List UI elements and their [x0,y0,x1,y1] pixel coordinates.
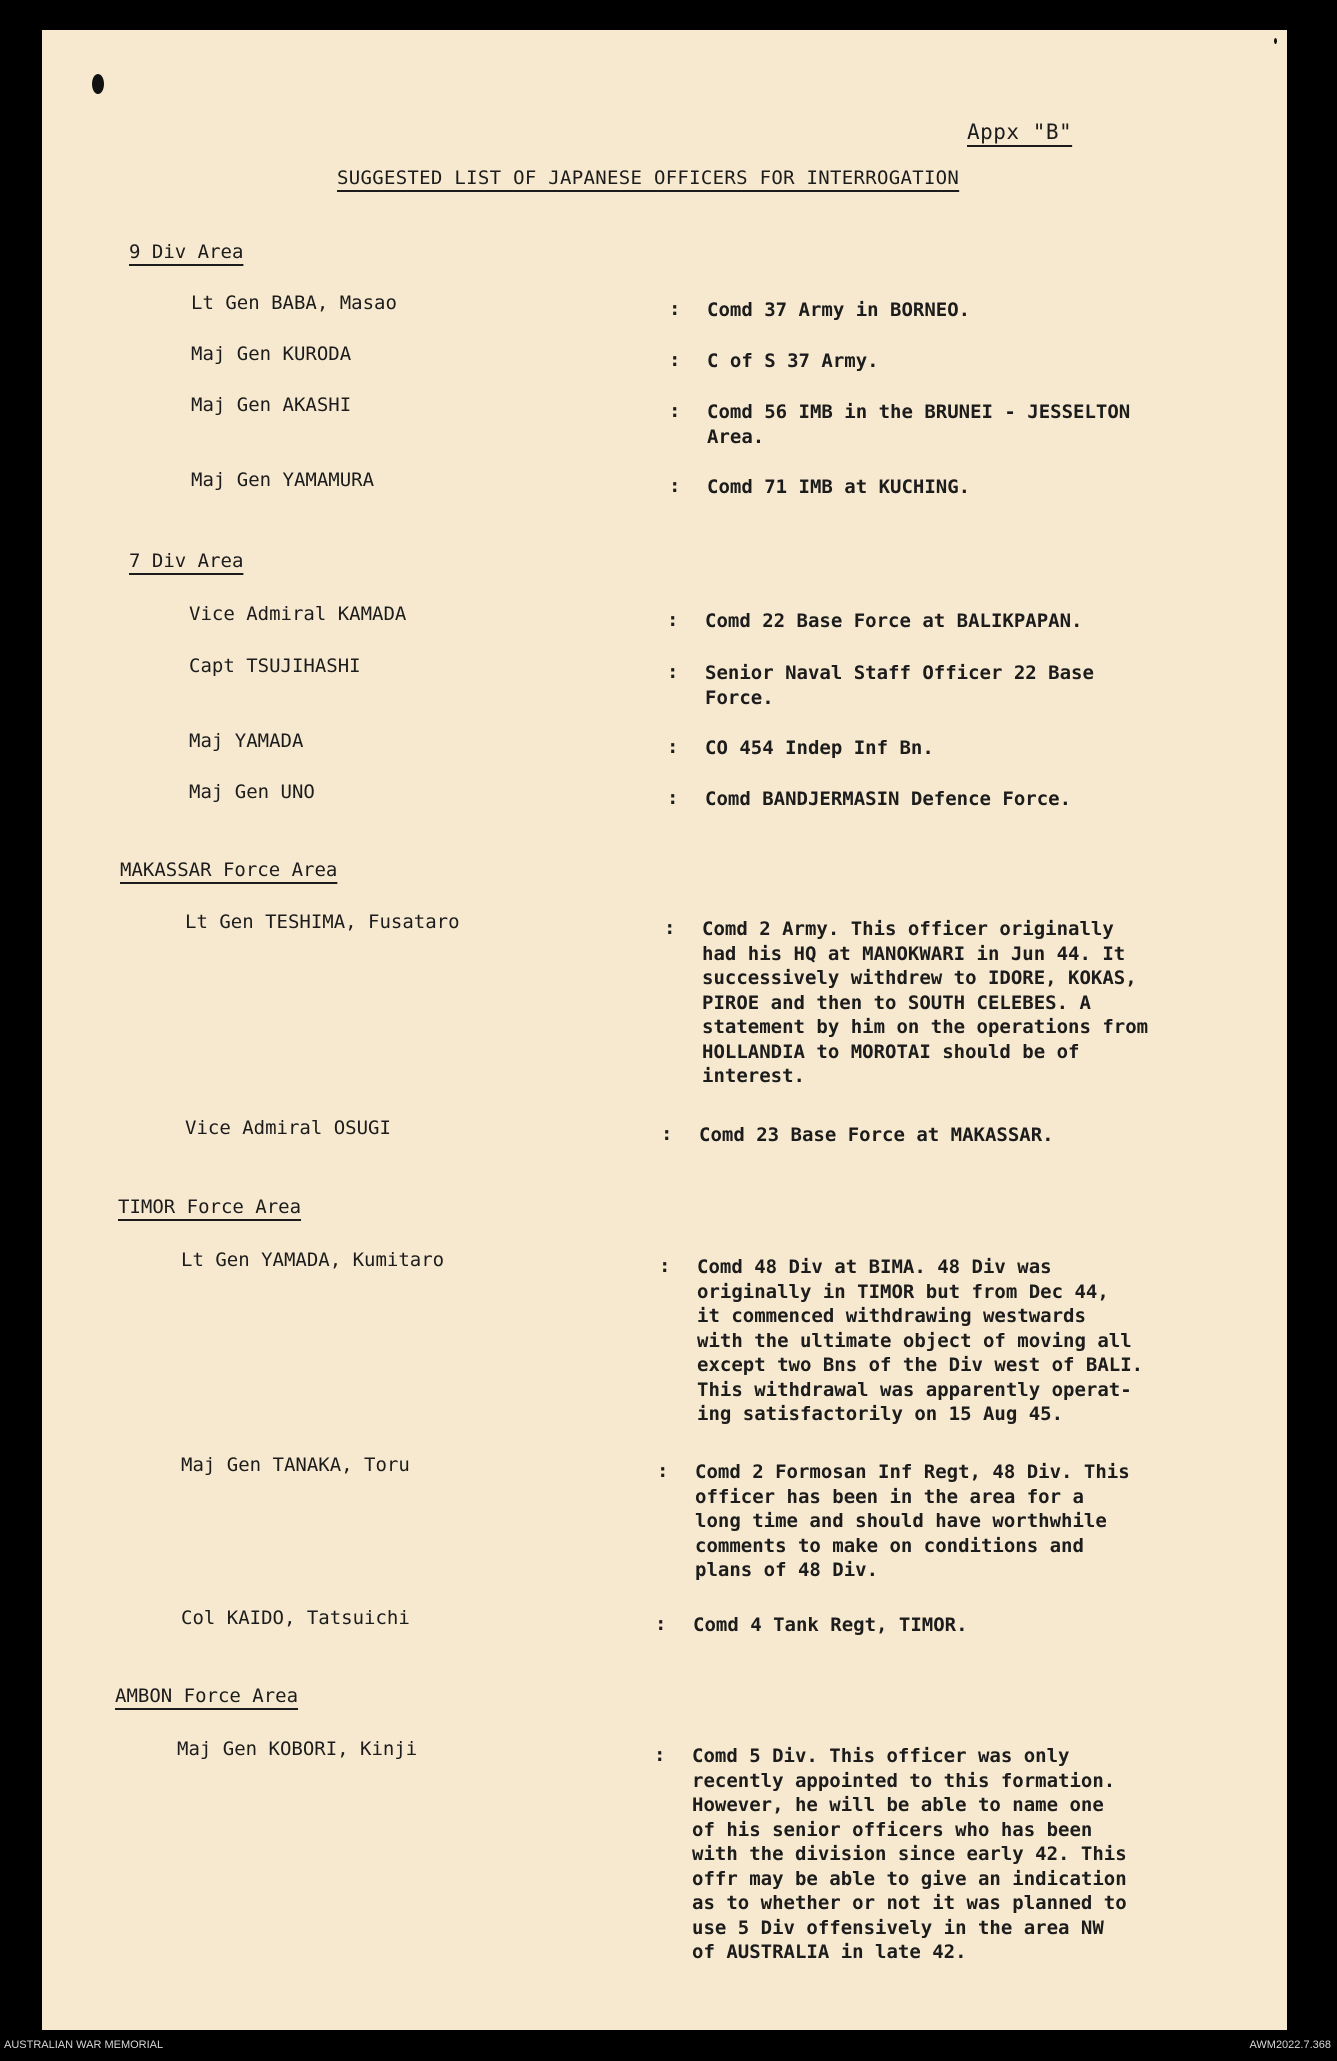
section-heading: TIMOR Force Area [118,1196,302,1218]
officer-description: Comd 48 Div at BIMA. 48 Div was originally in TIMOR but from Dec 44, it commenced withdrawing westwards with the ultimate object of moving all except two Bns of the Div west of BALI. This withdrawal was apparently operat- ing satisfactorily on 15 Aug 45. [697,1256,1144,1425]
officer-description: Comd 23 Base Force at MAKASSAR. [699,1124,1054,1146]
officer-description: CO 454 Indep Inf Bn. [705,737,934,759]
officer-description: Comd 4 Tank Regt, TIMOR. [693,1614,968,1636]
footer-credit: AUSTRALIAN WAR MEMORIAL [4,2039,164,2051]
document-page [42,30,1287,2030]
officer-name: Lt Gen YAMADA, Kumitaro [181,1249,445,1271]
separator-colon: : [669,349,681,371]
officer-name: Maj Gen AKASHI [191,394,352,416]
separator-colon: : [654,1744,666,1766]
officer-name: Maj Gen KURODA [191,343,352,365]
document-title: SUGGESTED LIST OF JAPANESE OFFICERS FOR INTERROGATION [337,167,960,189]
separator-colon: : [667,609,679,631]
separator-colon: : [667,787,679,809]
footer-accession-number: AWM2022.7.368 [1249,2039,1331,2051]
section-heading: 7 Div Area [129,550,244,572]
section-heading: AMBON Force Area [115,1685,299,1707]
officer-name: Maj Gen KOBORI, Kinji [177,1738,418,1760]
appendix-label: Appx "B" [967,120,1073,144]
officer-name: Lt Gen BABA, Masao [191,292,397,314]
officer-description: Comd 71 IMB at KUCHING. [707,476,971,498]
officer-description: Comd 5 Div. This officer was only recently appointed to this formation. However, he will be able to name one of his senior officers who has been with the division since early 42. This offr may be able to give an indication as to whether or not it was planned to use 5 Div offensively in the area NW of AUSTRALIA in late 42. [692,1745,1127,1963]
separator-colon: : [664,917,676,939]
section-heading: 9 Div Area [129,241,244,263]
separator-colon: : [657,1460,669,1482]
officer-name: Maj YAMADA [189,730,304,752]
officer-description: Comd BANDJERMASIN Defence Force. [705,788,1072,810]
officer-name: Capt TSUJIHASHI [189,655,361,677]
separator-colon: : [667,736,679,758]
ink-speck [1274,38,1277,44]
separator-colon: : [669,475,681,497]
officer-name: Col KAIDO, Tatsuichi [181,1607,410,1629]
officer-description: Comd 56 IMB in the BRUNEI - JESSELTON Area. [707,401,1131,448]
officer-description: Comd 37 Army in BORNEO. [707,299,971,321]
separator-colon: : [669,400,681,422]
officer-name: Vice Admiral KAMADA [189,603,407,625]
separator-colon: : [659,1255,671,1277]
officer-description: Comd 2 Army. This officer originally had his HQ at MANOKWARI in Jun 44. It successively withdrew to IDORE, KOKAS, PIROE and then to SOUTH CELEBES. A statement by him on the operations from HOLLANDIA to MOROTAI should be of interest. [702,918,1149,1087]
separator-colon: : [661,1123,673,1145]
officer-name: Maj Gen UNO [189,781,315,803]
officer-description: Senior Naval Staff Officer 22 Base Force. [705,662,1094,709]
separator-colon: : [667,661,679,683]
officer-name: Maj Gen TANAKA, Toru [181,1454,410,1476]
officer-description: Comd 2 Formosan Inf Regt, 48 Div. This officer has been in the area for a long time and should have worthwhile comments to make on conditions and plans of 48 Div. [695,1461,1130,1581]
officer-name: Maj Gen YAMAMURA [191,469,375,491]
ink-blot [92,74,104,94]
section-heading: MAKASSAR Force Area [120,859,338,881]
officer-name: Vice Admiral OSUGI [185,1117,391,1139]
separator-colon: : [669,298,681,320]
officer-name: Lt Gen TESHIMA, Fusataro [185,911,460,933]
officer-description: C of S 37 Army. [707,350,879,372]
separator-colon: : [655,1613,667,1635]
officer-description: Comd 22 Base Force at BALIKPAPAN. [705,610,1083,632]
